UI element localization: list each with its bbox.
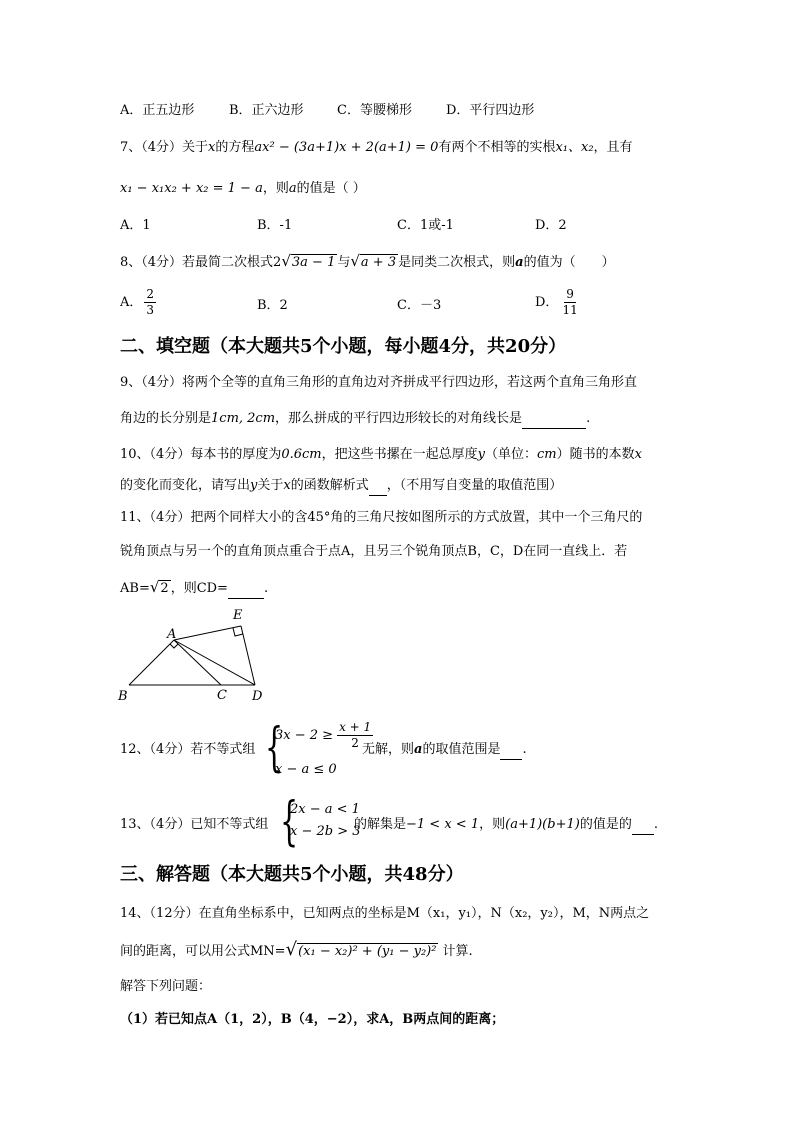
triangle-figure [112, 604, 272, 706]
q7-text3: ，且有 [593, 140, 633, 155]
q10-text: ，把这些书摞在一起总厚度 [321, 447, 478, 462]
q10-line1 [120, 445, 642, 465]
q8-text3: 的值为（ ） [523, 255, 615, 270]
sqrt-icon: √ [350, 252, 360, 270]
q7-option-b: B．-1 [257, 218, 293, 233]
q7-option-c: C．1或-1 [397, 218, 454, 233]
q12-ineq1-lhs: 3x − 2 ≥ [275, 728, 334, 743]
q8-line [120, 251, 615, 273]
answer-blank [228, 585, 264, 599]
q8-text2: 是同类二次根式，则 [398, 255, 516, 270]
q14-line1: 14、（12分）在直角坐标系中，已知两点的坐标是M（x₁，y₁），N（x₂，y₂），M，N两点之 [120, 906, 650, 921]
q8-coef: 2 [273, 255, 282, 270]
q12-text: 无解，则 [362, 742, 415, 757]
q12-prefix: 12、（4分）若不等式组 [120, 742, 256, 757]
section-heading-fill-in: 二、填空题（本大题共5个小题，每小题4分，共20分） [120, 336, 567, 357]
q14-line3: 解答下列问题： [120, 979, 212, 994]
q8-radicand1: 3a − 1 [291, 255, 336, 270]
q13-inequality2: x − 2b > 3 [290, 824, 361, 839]
answer-blank [500, 746, 522, 760]
section-heading-solutions: 三、解答题（本大题共5个小题，共48分） [120, 864, 464, 885]
q12-var-a: a [414, 742, 423, 757]
q11-text: ，则CD= [170, 581, 228, 596]
line-ae [174, 626, 241, 640]
label-e: E [233, 608, 243, 623]
q7-line1 [120, 138, 633, 158]
fraction-denominator: 11 [562, 303, 578, 317]
label-c: C [217, 688, 227, 703]
q14-line2 [120, 940, 473, 962]
q9-period: . [586, 411, 591, 426]
q13-text: ，则 [479, 817, 506, 832]
q8-var-a: a [515, 255, 524, 270]
q11-line1: 11、（4分）把两个同样大小的含45°角的三角尺按如图所示的方式放置，其中一个三角尺的 [120, 510, 643, 525]
q11-line3 [120, 577, 268, 599]
q11-period: . [263, 581, 269, 596]
q12-inequality2: x − a ≤ 0 [275, 762, 337, 777]
q11-radicand: 2 [160, 581, 169, 596]
answer-blank [369, 482, 387, 496]
q6-option-c: C．等腰梯形 [337, 103, 412, 118]
q8-option-d-label: D． [535, 295, 559, 310]
q7-text2: 有两个不相等的实根 [438, 140, 556, 155]
line-ed [241, 626, 255, 685]
q7-line2 [120, 179, 366, 199]
label-a: A [167, 627, 177, 642]
q7-prefix: 7、（4分）关于 [120, 140, 209, 155]
fraction-numerator: 9 [566, 287, 574, 301]
q8-prefix: 8、（4分）若最简二次根式 [120, 255, 274, 270]
q10-text: ，（不用写自变量的取值范围） [386, 478, 563, 493]
q14-text: 计算. [442, 944, 473, 959]
q9-text: 角边的长分别是 [120, 411, 212, 426]
q10-var-x: x [283, 478, 291, 493]
line-ab [129, 640, 174, 685]
q14-text: 间的距离，可以用公式MN= [120, 944, 286, 959]
brace-icon: { [280, 792, 299, 852]
q7-var-x: x [208, 140, 216, 155]
q8-radicand2: a + 3 [360, 255, 397, 270]
fraction [144, 287, 156, 318]
q14-formula: (x₁ − x₂)² + (y₁ − y₂)² [298, 944, 437, 959]
right-angle-mark-a [170, 644, 178, 648]
label-d: D [252, 689, 263, 704]
q13-period: . [653, 817, 658, 832]
q7-option-a: A．1 [120, 218, 151, 233]
fraction-numerator: x + 1 [339, 720, 372, 734]
q8-option-a [120, 287, 158, 318]
q8-text1: 与 [337, 255, 351, 270]
q11-text: AB= [120, 581, 150, 596]
q9-line1: 9、（4分）将两个全等的直角三角形的直角边对齐拼成平行四边形，若这两个直角三角形直 [120, 375, 638, 390]
q9-lengths: 1cm, 2cm [211, 411, 276, 426]
q10-var-y: y [250, 478, 258, 493]
q6-option-b: B．正六边形 [229, 103, 304, 118]
q12-system [265, 718, 372, 782]
fraction-denominator: 2 [351, 736, 359, 750]
fraction-denominator: 3 [146, 303, 155, 317]
q13-tail [354, 815, 658, 835]
q10-var-y: y [477, 447, 485, 462]
q13-system [280, 792, 361, 852]
q7-var-a: a [288, 181, 297, 196]
q7-text5: 的值是（ ） [296, 181, 366, 196]
q8-option-c: C．－3 [397, 298, 442, 313]
q7-option-d: D．2 [535, 218, 567, 233]
q8-option-a-label: A． [120, 295, 143, 310]
sqrt-icon: √ [285, 939, 298, 960]
sqrt-icon: √ [281, 252, 291, 270]
q7-text1: 的方程 [215, 140, 255, 155]
q14-line4: （1）若已知点A（1，2），B（4，−2），求A，B两点间的距离； [120, 1012, 505, 1027]
q13-range: −1 < x < 1 [406, 817, 480, 832]
brace-icon: { [265, 718, 284, 778]
q13-text: 的解集是 [354, 817, 407, 832]
q7-text4: ，则 [262, 181, 289, 196]
q12-inequality1 [275, 720, 375, 751]
q12-tail [362, 740, 527, 760]
q10-text: 的变化而变化，请写出 [120, 478, 251, 493]
q10-unit: cm [537, 447, 557, 462]
fraction [560, 287, 579, 318]
q10-thickness: 0.6cm [281, 447, 322, 462]
answer-blank [632, 821, 654, 835]
q8-option-b: B．2 [257, 298, 288, 313]
q12-period: . [522, 742, 527, 757]
q6-option-a: A．正五边形 [120, 103, 195, 118]
q13-text: 的值是的 [579, 817, 632, 832]
q9-line2 [120, 409, 590, 429]
q11-line2: 锐角顶点与另一个的直角顶点重合于点A，且另三个锐角顶点B，C，D在同一直线上．若 [120, 544, 628, 559]
q10-text: 关于 [257, 478, 284, 493]
q13-expression: (a+1)(b+1) [505, 817, 580, 832]
q7-roots: x₁、x₂ [555, 140, 594, 155]
q7-condition: x₁ − x₁x₂ + x₂ = 1 − a [120, 181, 263, 196]
q10-var-x: x [634, 447, 642, 462]
q9-text: ，那么拼成的平行四边形较长的对角线长是 [275, 411, 523, 426]
q10-text: 的函数解析式 [290, 478, 369, 493]
answer-blank [522, 415, 586, 429]
q10-line2 [120, 476, 562, 496]
fraction-numerator: 2 [146, 287, 155, 301]
q13-inequality1: 2x − a < 1 [290, 802, 360, 817]
q12-text: 的取值范围是 [422, 742, 501, 757]
label-b: B [118, 689, 128, 704]
q8-option-d [535, 287, 582, 318]
q6-option-d: D．平行四边形 [446, 103, 535, 118]
q10-text: ）随书的本数 [556, 447, 635, 462]
q10-text: （单位： [485, 447, 538, 462]
sqrt-icon: √ [149, 578, 160, 596]
q7-equation: ax² − (3a+1)x + 2(a+1) = 0 [254, 140, 439, 155]
q10-text: 10、（4分）每本书的厚度为 [120, 447, 282, 462]
q13-prefix: 13、（4分）已知不等式组 [120, 817, 269, 832]
